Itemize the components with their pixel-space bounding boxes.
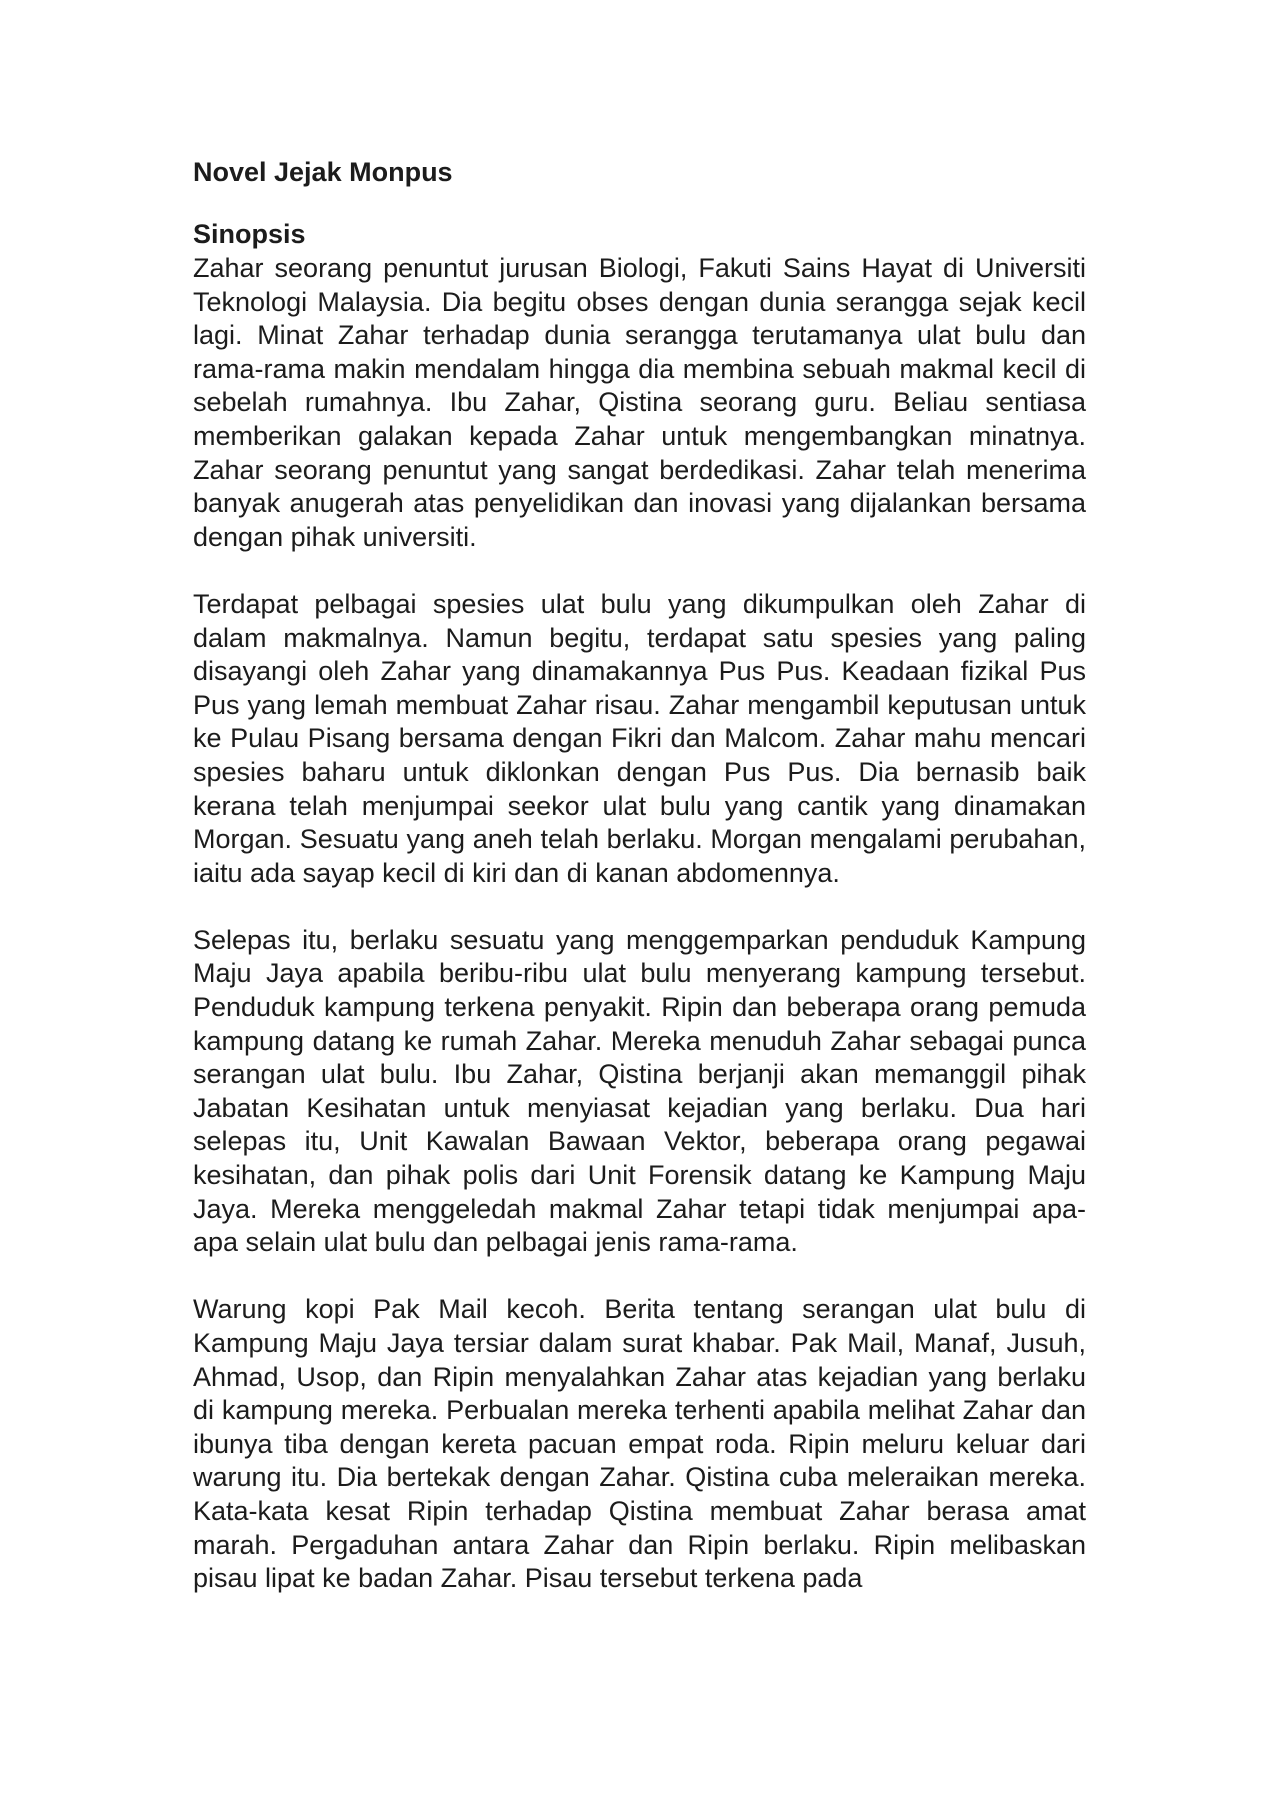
paragraph-3: Selepas itu, berlaku sesuatu yang menggemparkan penduduk Kampung Maju Jaya apabila beribu-ribu ulat bulu menyerang kampung tersebut. Penduduk kampung terkena penyakit. Ripin dan beberapa orang pemuda kampung datang ke rumah Zahar. Mereka menuduh Zahar sebagai punca serangan ulat bulu. Ibu Zahar, Qistina berjanji akan memanggil pihak Jabatan Kesihatan untuk menyiasat kejadian yang berlaku. Dua hari selepas itu, Unit Kawalan Bawaan Vektor, beberapa orang pegawai kesihatan, dan pihak polis dari Unit Forensik datang ke Kampung Maju Jaya. Mereka menggeledah makmal Zahar tetapi tidak menjumpai apa-apa selain ulat bulu dan pelbagai jenis rama-rama. — [193, 924, 1086, 1258]
document-body — [193, 150, 1086, 1596]
section-heading-sinopsis: Sinopsis — [193, 219, 306, 249]
document-title: Novel Jejak Monpus — [193, 157, 453, 187]
paragraph-4: Warung kopi Pak Mail kecoh. Berita tentang serangan ulat bulu di Kampung Maju Jaya tersiar dalam surat khabar. Pak Mail, Manaf, Jusuh, Ahmad, Usop, dan Ripin menyalahkan Zahar atas kejadian yang berlaku di kampung mereka. Perbualan mereka terhenti apabila melihat Zahar dan ibunya tiba dengan kereta pacuan empat roda. Ripin meluru keluar dari warung itu. Dia bertekak dengan Zahar. Qistina cuba meleraikan mereka. Kata-kata kesat Ripin terhadap Qistina membuat Zahar berasa amat marah. Pergaduhan antara Zahar dan Ripin berlaku. Ripin melibaskan pisau lipat ke badan Zahar. Pisau tersebut terkena pada — [193, 1294, 1086, 1594]
paragraph-2: Terdapat pelbagai spesies ulat bulu yang dikumpulkan oleh Zahar di dalam makmalnya. Namun begitu, terdapat satu spesies yang paling disayangi oleh Zahar yang dinamakannya Pus Pus. Keadaan fizikal Pus Pus yang lemah membuat Zahar risau. Zahar mengambil keputusan untuk ke Pulau Pisang bersama dengan Fikri dan Malcom. Zahar mahu mencari spesies baharu untuk diklonkan dengan Pus Pus. Dia bernasib baik kerana telah menjumpai seekor ulat bulu yang cantik yang dinamakan Morgan. Sesuatu yang aneh telah berlaku. Morgan mengalami perubahan, iaitu ada sayap kecil di kiri dan di kanan abdomennya. — [193, 588, 1086, 888]
paragraph-1: Zahar seorang penuntut jurusan Biologi, Fakuti Sains Hayat di Universiti Teknologi Malaysia. Dia begitu obses dengan dunia serangga sejak kecil lagi. Minat Zahar terhadap dunia serangga terutamanya ulat bulu dan rama-rama makin mendalam hingga dia membina sebuah makmal kecil di sebelah rumahnya. Ibu Zahar, Qistina seorang guru. Beliau sentiasa memberikan galakan kepada Zahar untuk mengembangkan minatnya. Zahar seorang penuntut yang sangat berdedikasi. Zahar telah menerima banyak anugerah atas penyelidikan dan inovasi yang dijalankan bersama dengan pihak universiti. — [193, 253, 1086, 552]
